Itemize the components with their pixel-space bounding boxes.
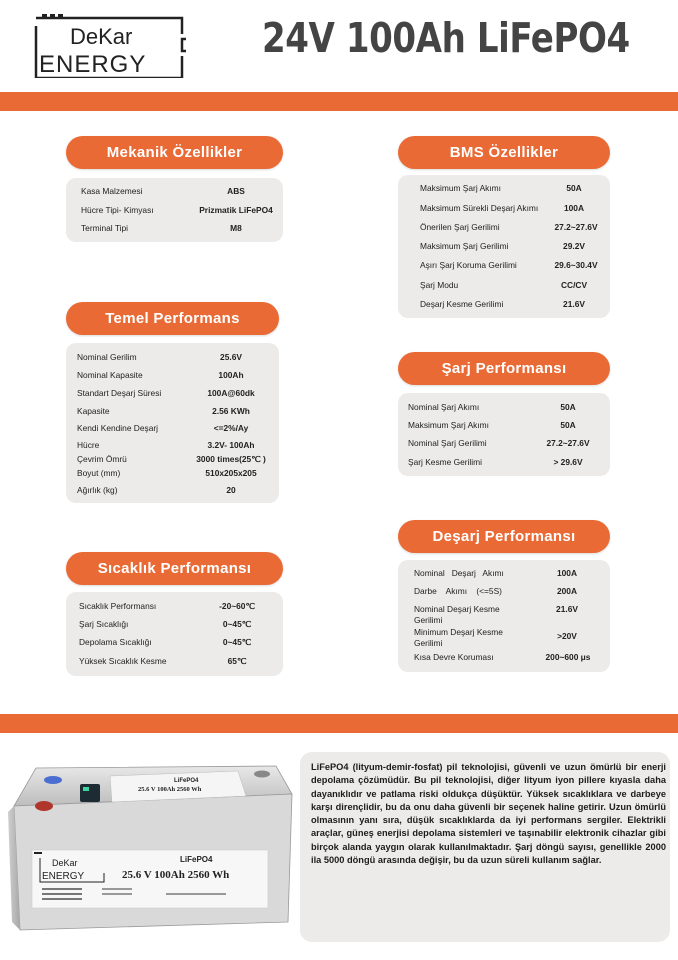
desarj-row: Nominal Deşarj Kesme Gerilimi 21.6V [414, 604, 578, 625]
bms-row: Deşarj Kesme Gerilimi 21.6V [420, 299, 585, 309]
desarj-heading: Deşarj Performansı [398, 520, 610, 553]
desarj-row: Minimum Deşarj Kesme Gerilimi >20V [414, 627, 577, 648]
sicaklik-row: Yüksek Sıcaklık Kesme 65℃ [79, 656, 247, 666]
temel-row: Standart Deşarj Süresi 100A@60dk [77, 388, 255, 398]
temel-row: Çevrim Ömrü 3000 times(25℃ ) [77, 454, 266, 464]
sarj-row: Nominal Şarj Akımı 50A [408, 402, 576, 412]
mekanik-row: Kasa Malzemesi ABS [81, 186, 245, 196]
bms-row: Önerilen Şarj Gerilimi 27.2~27.6V [420, 222, 598, 232]
temel-heading: Temel Performans [66, 302, 279, 335]
mekanik-row: Hücre Tipi- Kimyası Prizmatik LiFePO4 [81, 205, 273, 215]
mekanik-card [66, 178, 283, 242]
bms-row: Şarj Modu CC/CV [420, 280, 588, 290]
temel-row: Nominal Gerilim 25.6V [77, 352, 242, 362]
battery-spec: 25.6 V 100Ah 2560 Wh [122, 869, 230, 881]
battery-product-image [6, 762, 294, 934]
bms-row: Aşırı Şarj Koruma Gerilimi 29.6~30.4V [420, 260, 598, 270]
bms-row: Maksimum Şarj Akımı 50A [420, 183, 582, 193]
logo-line2: ENERGY [39, 51, 147, 78]
battery-chem: LiFePO4 [180, 855, 213, 864]
sicaklik-row: Sıcaklık Performansı -20~60℃ [79, 601, 255, 611]
bms-row: Maksimum Sürekli Deşarj Akımı 100A [420, 203, 585, 213]
temel-row: Ağırlık (kg) 20 [77, 485, 236, 495]
temel-row: Nominal Kapasite 100Ah [77, 370, 244, 380]
description-card [300, 752, 670, 942]
logo-line1: DeKar [70, 24, 133, 49]
bms-row: Maksimum Şarj Gerilimi 29.2V [420, 241, 585, 251]
sarj-row: Nominal Şarj Gerilimi 27.2~27.6V [408, 438, 590, 448]
bms-heading: BMS Özellikler [398, 136, 610, 169]
battery-brand2: ENERGY [42, 871, 85, 882]
sicaklik-heading: Sıcaklık Performansı [66, 552, 283, 585]
sicaklik-row: Depolama Sıcaklığı 0~45℃ [79, 637, 252, 647]
sicaklik-card [66, 592, 283, 676]
temel-row: Kendi Kendine Deşarj <=2%/Ay [77, 423, 249, 433]
sarj-row: Şarj Kesme Gerilimi > 29.6V [408, 457, 583, 467]
desarj-row: Darbe Akımı (<=5S) 200A [414, 586, 578, 596]
brand-logo [34, 14, 186, 78]
desarj-card [398, 560, 610, 672]
top-accent-band [0, 92, 678, 111]
temel-card [66, 343, 279, 503]
page-title: 24V 100Ah LiFePO4 [262, 14, 630, 62]
bms-card [398, 175, 610, 318]
sicaklik-row: Şarj Sıcaklığı 0~45℃ [79, 619, 252, 629]
desarj-row: Kısa Devre Koruması 200~600 μs [414, 652, 591, 662]
battery-brand1: DeKar [52, 858, 78, 868]
temel-row: Hücre 3.2V- 100Ah [77, 440, 255, 450]
mekanik-heading: Mekanik Özellikler [66, 136, 283, 169]
temel-row: Boyut (mm) 510x205x205 [77, 468, 257, 478]
sarj-heading: Şarj Performansı [398, 352, 610, 385]
description-text: LiFePO4 (lityum-demir-fosfat) pil teknolojisi, güvenli ve uzun ömürlü bir enerji depolama çözümüdür. Bu pil teknolojisi, diğer lityum iyon pillere kıyasla daha dayanıklıdır ve patlama riski oldukça düşüktür. Yüksek sıcaklıklara ve darbeye karşı dirençlidir, bu da onu daha güvenli bir seçenek haline getirir. Uzun ömürlü olmasının yanı sıra, düşük sıcaklıklarda da iyi performans sergiler. Elektrikli araçlar, güneş enerjisi depolama sistemleri ve taşınabilir elektronik cihazlar gibi birçok alanda yaygın olarak kullanılmaktadır. Şarj döngü sayısı, genellikle 2000 ila 5000 döngü arasında değişir, bu da uzun süreli kullanım sağlar. [311, 762, 666, 866]
sarj-row: Maksimum Şarj Akımı 50A [408, 420, 576, 430]
battery-top-chem: LiFePO4 [174, 778, 199, 784]
battery-top-spec: 25.6 V 100Ah 2560 Wh [138, 786, 202, 793]
temel-row: Kapasite 2.56 KWh [77, 406, 250, 416]
mekanik-row: Terminal Tipi M8 [81, 223, 242, 233]
desarj-row: Nominal Deşarj Akımı 100A [414, 568, 578, 578]
bottom-accent-band [0, 714, 678, 733]
sarj-card [398, 393, 610, 476]
